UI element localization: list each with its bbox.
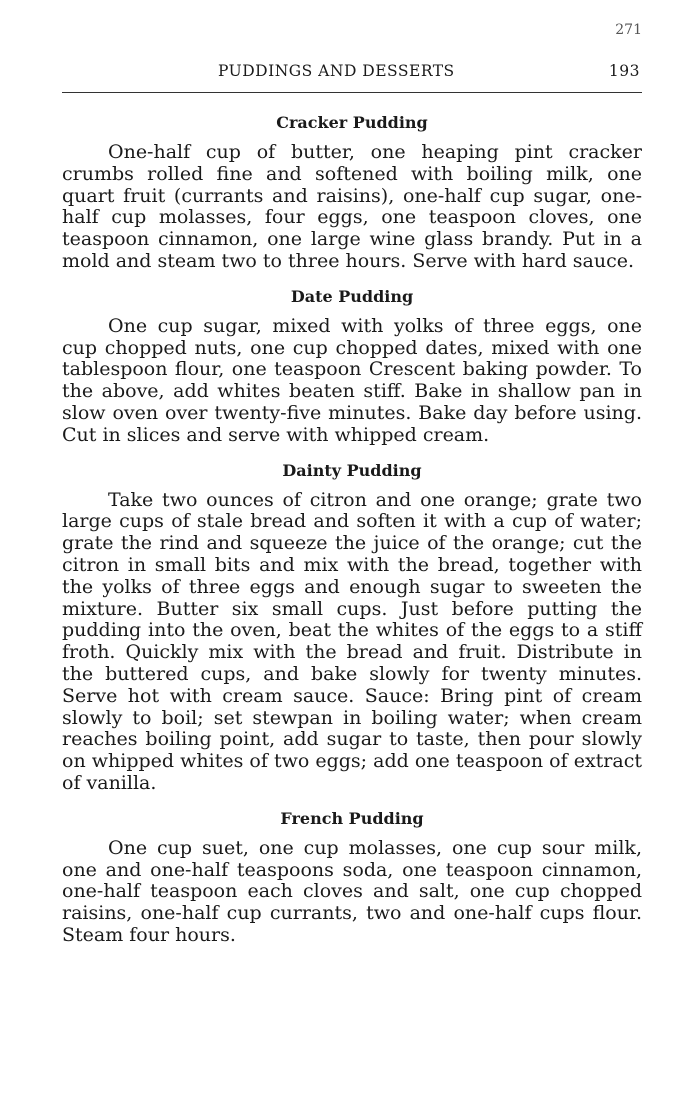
recipe-text: Take two ounces of citron and one orange; grate two large cups of stale bread and soften it with a cup of water; grate the rind and squeeze the juice of the orange; cut the citron in small bits and mix with the bread, together with the yolks of three eggs and enough sugar to sweeten the mixture. Butter six small cups. Just before putting the pudding into the oven, beat the whites of the eggs to a stiff froth. Quickly mix with the bread and fruit. Distribute in the buttered cups, and bake slowly for twenty minutes. Serve hot with cream sauce. Sauce: Bring pint of cream slowly to boil; set stewpan in boiling water; when cream reaches boiling point, add sugar to taste, then pour slowly on whipped whites of two eggs; add one teaspoon of extract of vanilla. [62, 488, 642, 794]
recipe-title: Date Pudding [290, 286, 414, 306]
recipe-date-pudding [62, 287, 642, 447]
recipe-cracker-pudding [62, 113, 642, 273]
header-rule [62, 92, 642, 93]
page-number: 193 [608, 62, 640, 80]
recipe-title: Cracker Pudding [276, 113, 428, 132]
book-page [62, 22, 642, 961]
recipe-title: French Pudding [280, 808, 424, 828]
recipe-dainty-pudding [62, 461, 642, 795]
recipe-title: Dainty Pudding [282, 460, 422, 480]
running-head [62, 62, 642, 90]
recipe-text: One cup sugar, mixed with yolks of three eggs, one cup chopped nuts, one cup chopped dates, mixed with one tablespoon flour, one teaspoon Crescent baking powder. To the above, add whites beaten stiff. Bake in shallow pan in slow oven over twenty-five minutes. Bake day before using. Cut in slices and serve with whipped cream. [62, 314, 642, 446]
running-head-title: PUDDINGS AND DESSERTS [218, 62, 455, 80]
recipe-french-pudding [62, 809, 642, 947]
recipe-text: One-half cup of butter, one heaping pint cracker crumbs rolled fine and softened with boiling milk, one quart fruit (currants and raisins), one-half cup sugar, one-half cup molasses, four eggs, one teaspoon cloves, one teaspoon cinnamon, one large wine glass brandy. Put in a mold and steam two to three hours. Serve with hard sauce. [62, 141, 642, 272]
recipe-text: One cup suet, one cup molasses, one cup sour milk, one and one-half teaspoons soda, one teaspoon cinnamon, one-half teaspoon each cloves and salt, one cup chopped raisins, one-half cup currants, two and one-half cups flour. Steam four hours. [62, 836, 642, 946]
corner-mark: 271 [615, 22, 642, 38]
